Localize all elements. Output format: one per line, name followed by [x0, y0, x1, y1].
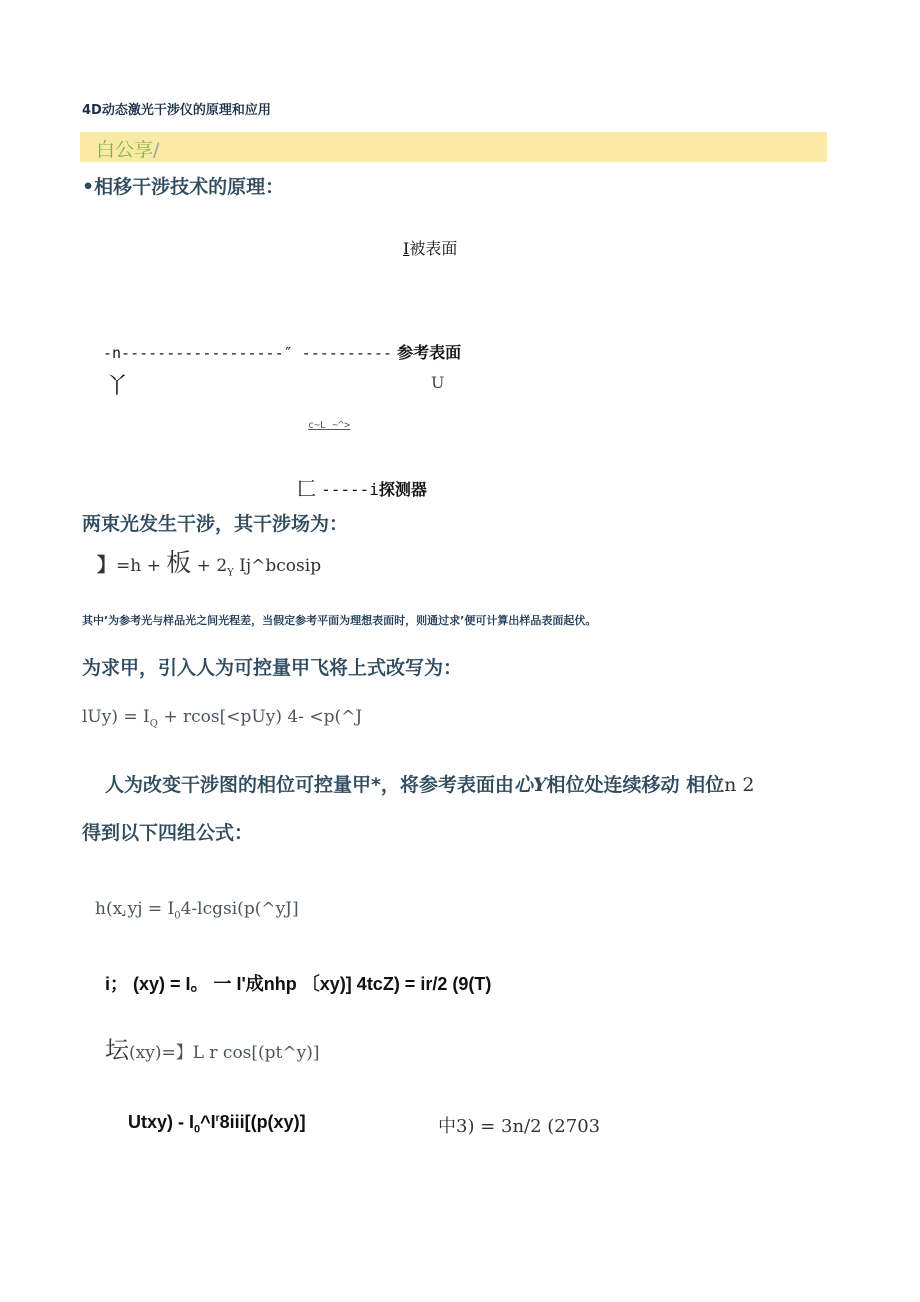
lens-glyph: U: [431, 373, 445, 392]
formula-2: i； (xy) = I。 一 I'成nhp 〔xy)] 4tcZ) = ir/2 (9(T): [105, 974, 492, 994]
small-diagram-mark: c~L ~^>: [308, 420, 351, 431]
test-surface-label: I被表面: [403, 239, 458, 258]
phase-shift-paragraph-line1: 人为改变干涉图的相位可控量甲*，将参考表面由心Y相位处连续移动 相位n 2: [105, 774, 755, 796]
share-banner: [80, 132, 827, 162]
phase-shift-paragraph-line2: 得到以下四组公式：: [82, 822, 254, 844]
beam-splitter-glyph: 丫: [106, 374, 129, 399]
rewritten-formula: $lUy) = I_Q + rcos[<pUy)$ 4- <p(^J: [82, 707, 363, 730]
reference-surface-line: -n------------------″ ---------- 参考表面: [103, 343, 462, 362]
banner-label: 白公享/: [96, 139, 160, 161]
document-title: 4D动态激光干涉仪的原理和应用: [82, 103, 271, 118]
formula-4-condition: 中3) = 3n/2 (2703: [438, 1116, 601, 1137]
formula-1: $h(x_┙yj$ = $I_04-lcgsi(p(\^{}yJ]$: [95, 899, 299, 922]
section-heading: •相移干涉技术的原理：: [82, 176, 285, 198]
interference-heading: 两束光发生干涉，其干涉场为：: [82, 513, 349, 535]
interference-equation: 】=h + 板 + $2_Y$ Ij^bcosip: [97, 548, 322, 579]
formula-4: Utxy) - $I_0\^{}I^r8iii[(p(xy)]$: [128, 1112, 306, 1136]
detector-label: 匚 -----i探测器: [297, 478, 427, 500]
phase-intro-text: 为求甲，引入人为可控量甲飞将上式改写为：: [82, 657, 463, 679]
formula-3: 坛(xy)=】L r cos[(pt^y)]: [105, 1036, 320, 1064]
explanation-note: 其中’为参考光与样品光之间光程差，当假定参考平面为理想表面时，则通过求’便可计算出样品表面起伏。: [82, 614, 597, 627]
